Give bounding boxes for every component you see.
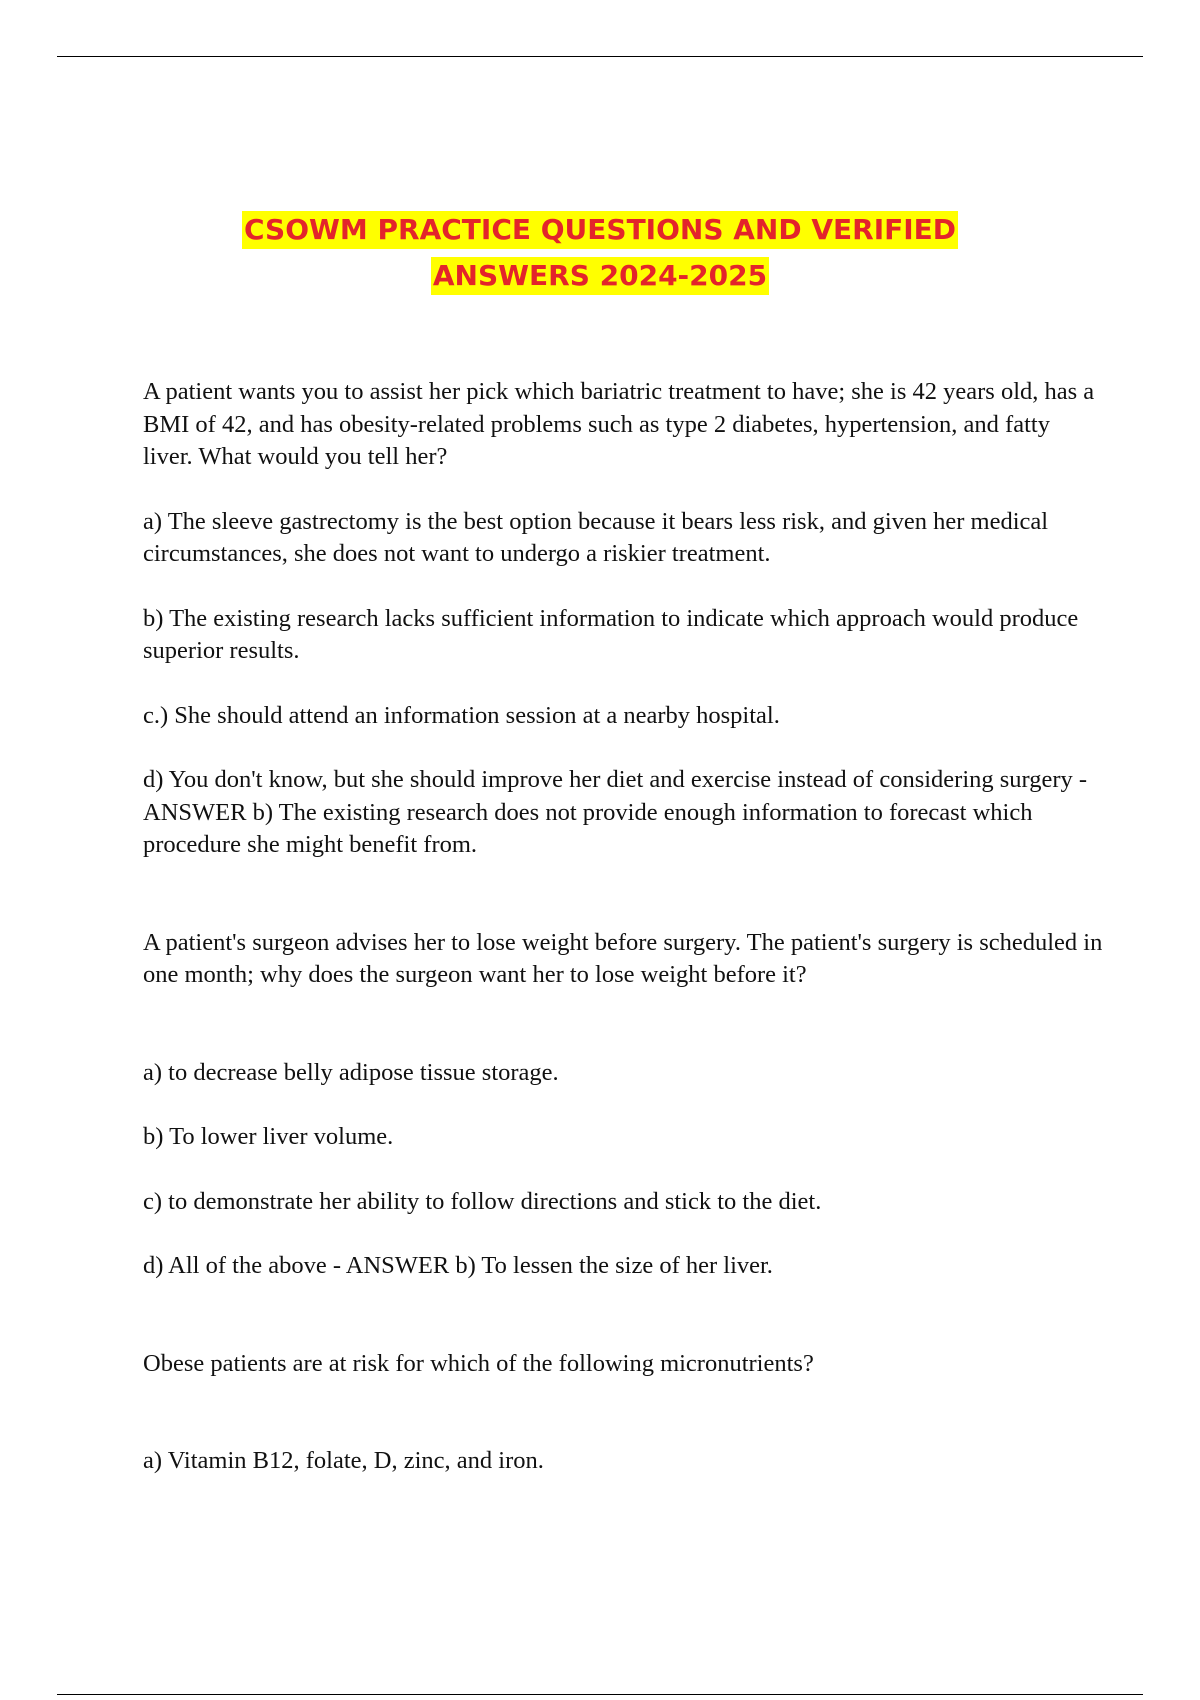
question-2-option-d-answer: d) All of the above - ANSWER b) To lessen the size of her liver. — [143, 1252, 773, 1279]
title-line-1: CSOWM PRACTICE QUESTIONS AND VERIFIED — [242, 211, 958, 249]
question-2-option-c: c) to demonstrate her ability to follow directions and stick to the diet. — [143, 1187, 822, 1215]
question-1-text: A patient wants you to assist her pick which bariatric treatment to have; she is 42 years old, has a BMI of 42, and has obesity-related problems such as type 2 diabetes, hypertension, and fatty liver. What would you tell her? — [143, 378, 1095, 470]
question-1-option-c: c.) She should attend an information session at a nearby hospital. — [143, 701, 780, 729]
question-1-option-a: a) The sleeve gastrectomy is the best option because it bears less risk, and given her medical circumstances, she does not want to undergo a riskier treatment. — [143, 507, 1049, 567]
question-3-option-a: a) Vitamin B12, folate, D, zinc, and iron. — [143, 1447, 544, 1474]
bottom-rule — [57, 1694, 1143, 1695]
question-2-option-b: b) To lower liver volume. — [143, 1123, 394, 1150]
question-2-option-a: a) to decrease belly adipose tissue storage. — [143, 1058, 559, 1086]
document-title — [0, 207, 1200, 299]
title-line-2: ANSWERS 2024-2025 — [431, 257, 769, 295]
question-1-option-d-answer: d) You don't know, but she should improve her diet and exercise instead of considering surgery - ANSWER b) The existing research does not provide enough information to forecast which procedure she might benefit from. — [143, 766, 1088, 858]
document-body — [143, 376, 1103, 1478]
top-rule — [57, 56, 1143, 57]
question-2-text: A patient's surgeon advises her to lose weight before surgery. The patient's surgery is scheduled in one month; why does the surgeon want her to lose weight before it? — [143, 928, 1103, 988]
question-3-text: Obese patients are at risk for which of the following micronutrients? — [143, 1349, 814, 1377]
question-1-option-b: b) The existing research lacks sufficient information to indicate which approach would produce superior results. — [143, 604, 1079, 664]
